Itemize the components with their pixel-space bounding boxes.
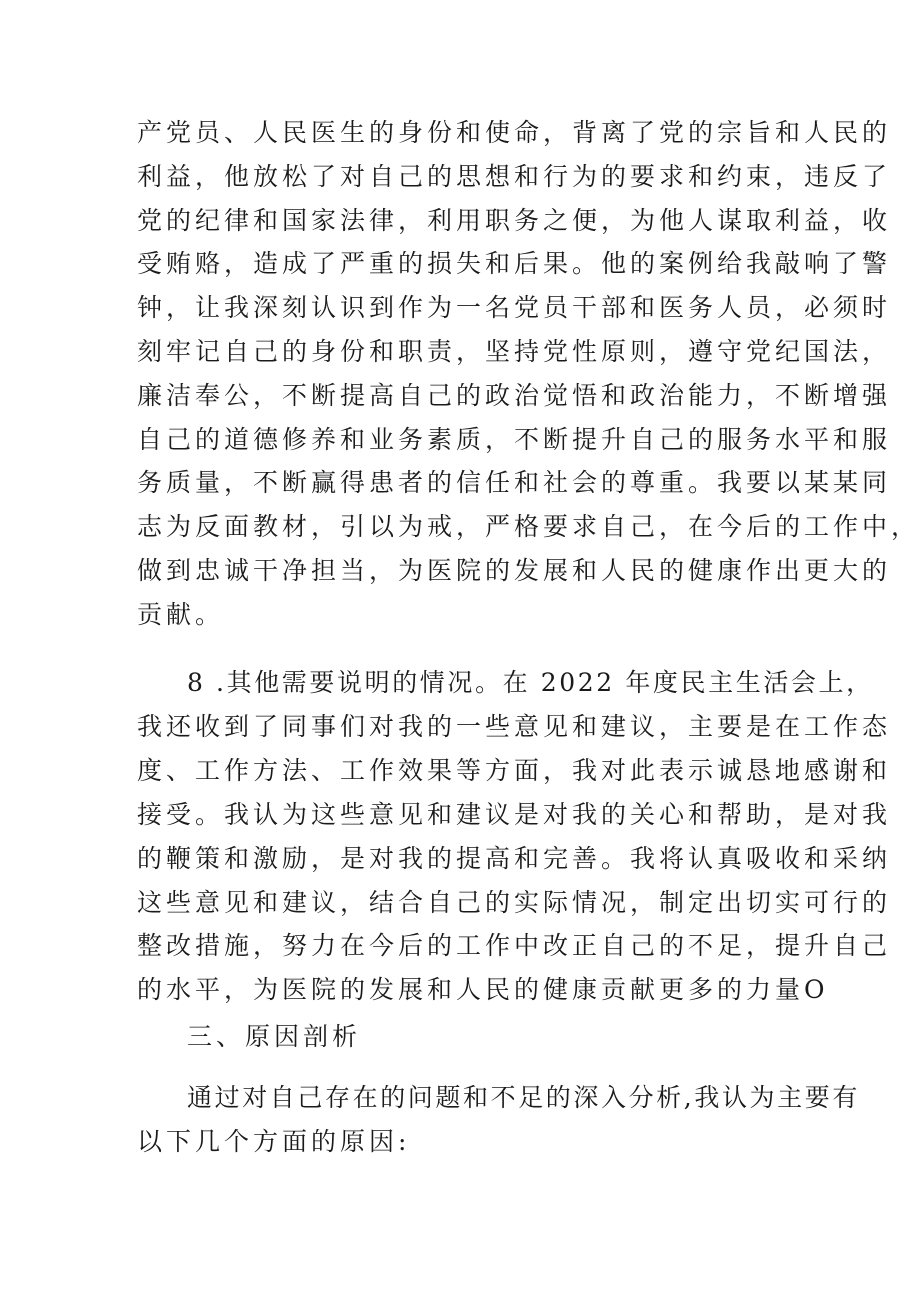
paragraph-line: 以下几个方面的原因: — [137, 1127, 411, 1156]
paragraph-line: 这些意见和建议，结合自己的实际情况，制定出切实可行的 — [137, 887, 892, 917]
paragraph-line: 度、工作方法、工作效果等方面，我对此表示诚恳地感谢和 — [137, 755, 892, 785]
paragraph-line: 利益，他放松了对自己的思想和行为的要求和约束，违反了 — [137, 161, 892, 191]
paragraph-line: 的鞭策和激励，是对我的提高和完善。我将认真吸收和采纳 — [137, 843, 892, 873]
paragraph-line: 志为反面教材，引以为戒，严格要求自己，在今后的工作中， — [137, 512, 920, 542]
paragraph-line: 8 .其他需要说明的情况。在 2022 年度民主生活会上， — [187, 668, 874, 697]
paragraph-line: 做到忠诚干净担当，为医院的发展和人民的健康作出更大的 — [137, 556, 892, 585]
paragraph-line: 通过对自己存在的问题和不足的深入分析,我认为主要有 — [187, 1083, 860, 1112]
paragraph-line: 刻牢记自己的身份和职责，坚持党性原则，遵守党纪国法， — [137, 337, 892, 366]
section-heading: 三、原因剖析 — [187, 1022, 362, 1051]
paragraph-line: 整改措施，努力在今后的工作中改正自己的不足，提升自己 — [137, 931, 892, 961]
paragraph-line: 廉洁奉公，不断提高自己的政治觉悟和政治能力，不断增强 — [137, 380, 892, 410]
paragraph-line: 务质量，不断赢得患者的信任和社会的尊重。我要以某某同 — [137, 468, 892, 498]
paragraph-line: 受贿赂，造成了严重的损失和后果。他的案例给我敲响了警 — [137, 249, 892, 279]
paragraph-line: 钟，让我深刻认识到作为一名党员干部和医务人员，必须时 — [137, 293, 892, 323]
paragraph-line: 接受。我认为这些意见和建议是对我的关心和帮助，是对我 — [137, 799, 892, 829]
paragraph-line: 党的纪律和国家法律，利用职务之便，为他人谋取利益，收 — [137, 205, 892, 235]
paragraph-line: 贡献。 — [137, 599, 225, 629]
paragraph-line: 自己的道德修养和业务素质，不断提升自己的服务水平和服 — [137, 424, 892, 454]
paragraph-line: 产党员、人民医生的身份和使命，背离了党的宗旨和人民的 — [137, 118, 892, 147]
paragraph-line: 我还收到了同事们对我的一些意见和建议，主要是在工作态 — [137, 711, 892, 741]
paragraph-line: 的水平，为医院的发展和人民的健康贡献更多的力量O — [137, 975, 829, 1005]
